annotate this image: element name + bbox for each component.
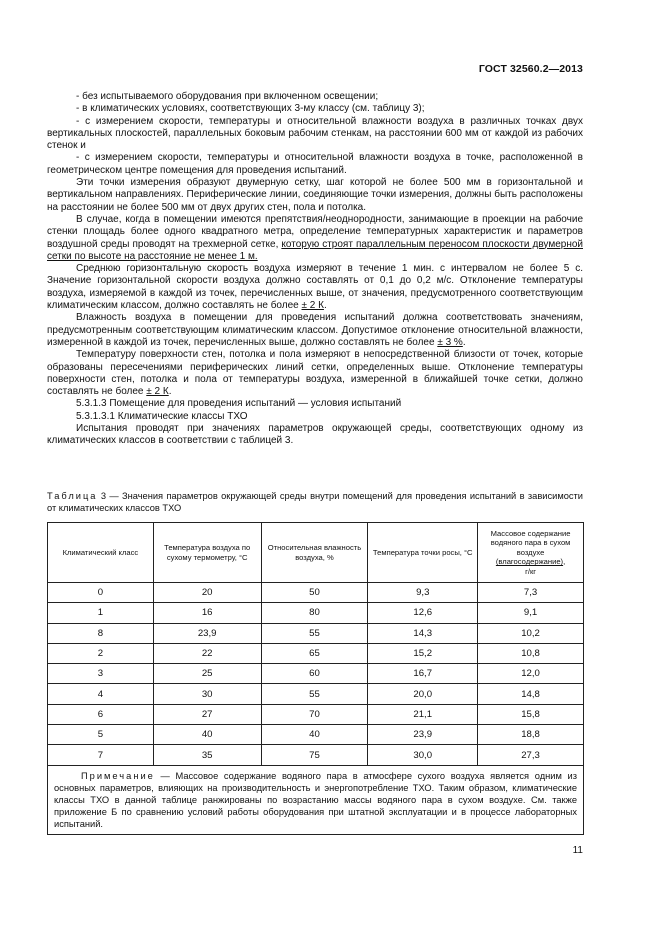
cell-dew-point: 20,0: [368, 684, 478, 704]
surface-tolerance: ± 2 К: [146, 386, 169, 398]
cell-relative-humidity: 70: [261, 704, 368, 724]
cell-dew-point: 15,2: [368, 643, 478, 663]
cell-dry-temperature: 27: [153, 704, 261, 724]
cell-class: 1: [48, 603, 154, 623]
humidity-tolerance: ± 3 %: [437, 336, 463, 348]
cell-water-vapour: 18,8: [478, 725, 584, 745]
table-note-row: [48, 765, 584, 834]
obstacles-text: В случае, когда в помещении имеются препятствия/неоднородности, занимающие в проекции на рабочие стенки площадь более одного квадратного метра, определение температурных характеристик и параметров воздушной среды проводят на трехмерной сетке,: [47, 213, 583, 250]
table-caption: [47, 491, 583, 515]
paragraph-obstacles: [47, 214, 583, 263]
cell-relative-humidity: 80: [261, 603, 368, 623]
table-row: [48, 643, 584, 663]
cell-dew-point: 21,1: [368, 704, 478, 724]
header-dew-point: Температура точки росы, °С: [368, 523, 478, 583]
table-row: [48, 583, 584, 603]
cell-water-vapour: 15,8: [478, 704, 584, 724]
climate-classes-table: [47, 522, 584, 835]
cell-dew-point: 23,9: [368, 725, 478, 745]
table-row: [48, 603, 584, 623]
table-row: [48, 623, 584, 643]
table-caption-label: Таблица: [47, 491, 98, 501]
cell-dew-point: 12,6: [368, 603, 478, 623]
table-row: [48, 704, 584, 724]
cell-class: 4: [48, 684, 154, 704]
cell-water-vapour: 27,3: [478, 745, 584, 765]
cell-relative-humidity: 75: [261, 745, 368, 765]
cell-relative-humidity: 60: [261, 664, 368, 684]
cell-water-vapour: 10,8: [478, 643, 584, 663]
table-row: [48, 664, 584, 684]
cell-relative-humidity: 55: [261, 684, 368, 704]
table-body: [48, 583, 584, 835]
cell-water-vapour: 10,2: [478, 623, 584, 643]
cell-class: 0: [48, 583, 154, 603]
paragraph-grid: Эти точки измерения образуют двумерную сетку, шаг которой не более 500 мм в горизонтальной и вертикальном направлениях. Периферические линии, соединяющие точки измерения, должны быть расположены на расстоянии не более 500 мм от двух других стен, пола и потолка.: [47, 177, 583, 213]
cell-water-vapour: 9,1: [478, 603, 584, 623]
cell-dew-point: 16,7: [368, 664, 478, 684]
cell-dew-point: 14,3: [368, 623, 478, 643]
header-climate-class: Климатический класс: [48, 523, 154, 583]
paragraph-humidity: Влажность воздуха в помещении для проведения испытаний должна соответствовать значениям, предусмотренным соответствующим климатическим классом. Допустимое отклонение относительной влажности, измеренной в каждой из точек, перечисленных выше, должно составлять не более ± 3 %.: [47, 312, 583, 348]
header-water-vapour-underlined: (влагосодержание): [495, 557, 564, 567]
header-water-vapour-unit: г/кг: [525, 566, 537, 576]
cell-water-vapour: 12,0: [478, 664, 584, 684]
cell-relative-humidity: 50: [261, 583, 368, 603]
header-water-vapour-content: Массовое содержание водяного пара в сухом воздухе (влагосодержание), г/кг: [478, 523, 584, 583]
standard-header: ГОСТ 32560.2—2013: [478, 63, 583, 75]
list-item: - в климатических условиях, соответствующих 3-му классу (см. таблицу 3);: [76, 103, 425, 115]
list-item: - с измерением скорости, температуры и относительной влажности воздуха в различных точках двух вертикальных плоскостей, параллельных боковым рабочим стенкам, на расстоянии 600 мм от каждой из рабочих стенок и: [47, 115, 583, 152]
paragraph-surface: Температуру поверхности стен, потолка и пола измеряют в непосредственной близости от точек, которые образованы пересечениями периферических линий сетки, определенных выше. Отклонение температуры поверхности стен, потолка и пола от температуры воздуха, измеренной в ближайшей точке сетки, должно составлять не более ± 2 К.: [47, 349, 583, 398]
cell-class: 3: [48, 664, 154, 684]
cell-relative-humidity: 55: [261, 623, 368, 643]
header-relative-humidity: Относительная влажность воздуха, %: [261, 523, 368, 583]
table-note: [48, 765, 584, 834]
speed-text: Среднюю горизонтальную скорость воздуха измеряют в течение 1 мин. с интервалом не более 5 с. Значение горизонтальной скорости воздуха должно составлять от 0,1 до 0,2 м/с. Отклонение температуры воздуха, измеряемой в каждой из точек, перечисленных выше, от значения, предусмотренного соответствующим климатическим классом, должно составлять не более: [47, 263, 583, 312]
table-row: [48, 725, 584, 745]
cell-dry-temperature: 23,9: [153, 623, 261, 643]
cell-dry-temperature: 25: [153, 664, 261, 684]
obstacles-underlined-text: которую строят параллельным переносом плоскости двумерной сетки по высоте на расстояние не менее 1 м.: [47, 238, 583, 262]
header-water-vapour-main: Массовое содержание водяного пара в сухом воздухе: [490, 528, 571, 557]
speed-tolerance: ± 2 К: [301, 300, 324, 312]
paragraph-speed: Среднюю горизонтальную скорость воздуха измеряют в течение 1 мин. с интервалом не более 5 с. Значение горизонтальной скорости воздуха должно составлять от 0,1 до 0,2 м/с. Отклонение температуры воздуха, измеряемой в каждой из точек, перечисленных выше, от значения, предусмотренного соответствующим климатическим классом, должно составлять не более ± 2 К.: [47, 263, 583, 312]
table-row: [48, 745, 584, 765]
cell-class: 2: [48, 643, 154, 663]
table-header-row: [48, 523, 584, 583]
surface-text: Температуру поверхности стен, потолка и пола измеряют в непосредственной близости от точек, которые образованы пересечениями периферических линий сетки, определенных выше. Отклонение температуры поверхности стен, потолка и пола от температуры воздуха, измеренной в ближайшей точке сетки, должно составлять не более: [47, 349, 583, 398]
cell-dry-temperature: 22: [153, 643, 261, 663]
cell-dry-temperature: 16: [153, 603, 261, 623]
header-dry-temperature: Температура воздуха по сухому термометру, °С: [153, 523, 261, 583]
table-row: [48, 684, 584, 704]
cell-dry-temperature: 40: [153, 725, 261, 745]
cell-class: 8: [48, 623, 154, 643]
cell-class: 5: [48, 725, 154, 745]
cell-dry-temperature: 35: [153, 745, 261, 765]
section-heading-53131: 5.3.1.3.1 Климатические классы ТХО: [76, 410, 248, 422]
cell-dry-temperature: 20: [153, 583, 261, 603]
paragraph-conditions: Испытания проводят при значениях параметров окружающей среды, соответствующих одному из климатических классов в соответствии с таблицей 3.: [47, 423, 583, 447]
table-caption-text: — Значения параметров окружающей среды внутри помещений для проведения испытаний в зависимости от климатических классов ТХО: [47, 491, 583, 513]
list-item: - с измерением скорости, температуры и относительной влажности воздуха в точке, расположенной в геометрическом центре помещения для проведения испытаний.: [47, 152, 583, 176]
cell-dew-point: 9,3: [368, 583, 478, 603]
note-label: Примечание: [81, 770, 155, 781]
cell-dew-point: 30,0: [368, 745, 478, 765]
cell-relative-humidity: 40: [261, 725, 368, 745]
note-text: — Массовое содержание водяного пара в атмосфере сухого воздуха является одним из основных параметров, влияющих на производительность и энергопотребление ТХО. Таким образом, климатические классы ТХО в данной таблице ранжированы по возрастанию массы водяного пара в сухом воздухе. См. также приложение Б по сравнению условий работы оборудования при штатной эксплуатации и в процессе лабораторных испытаний.: [54, 770, 577, 829]
body-text: [47, 91, 583, 448]
humidity-text: Влажность воздуха в помещении для проведения испытаний должна соответствовать значениям, предусмотренным соответствующим климатическим классом. Допустимое отклонение относительной влажности, измеренной в каждой из точек, перечисленных выше, должно составлять не более: [47, 312, 583, 348]
section-heading-5313: 5.3.1.3 Помещение для проведения испытаний — условия испытаний: [76, 398, 402, 410]
cell-dry-temperature: 30: [153, 684, 261, 704]
list-item: - без испытываемого оборудования при включенном освещении;: [76, 91, 379, 102]
cell-water-vapour: 14,8: [478, 684, 584, 704]
cell-class: 7: [48, 745, 154, 765]
cell-relative-humidity: 65: [261, 643, 368, 663]
page-number: 11: [572, 845, 583, 856]
table-caption-number: 3: [100, 491, 106, 501]
cell-class: 6: [48, 704, 154, 724]
cell-water-vapour: 7,3: [478, 583, 584, 603]
